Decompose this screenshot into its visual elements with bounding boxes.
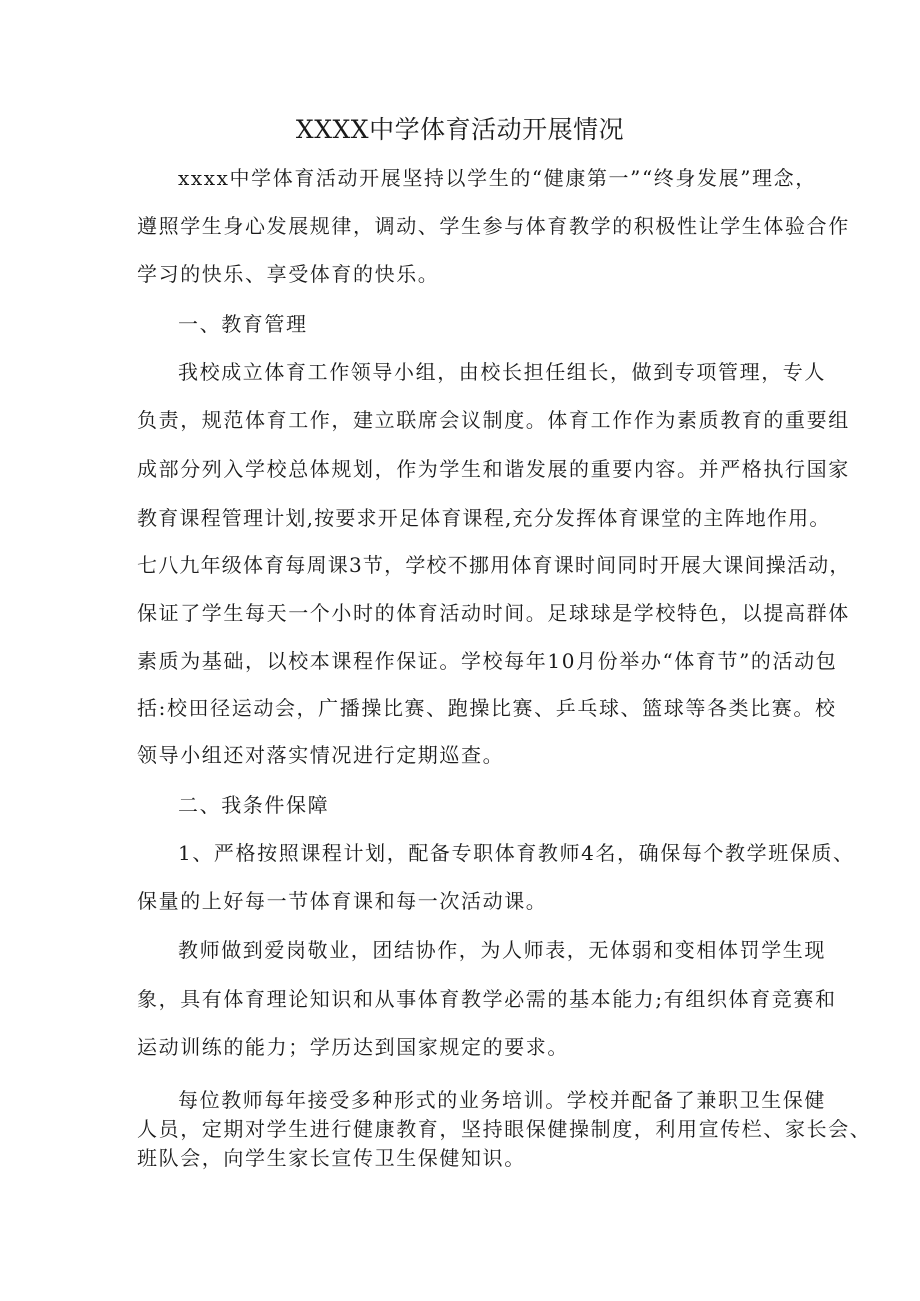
paragraph-line: 保证了学生每天一个小时的体育活动时间。足球球是学校特色，以提高群体	[137, 601, 850, 625]
paragraph-line: 教师做到爱岗敬业，团结协作，为人师表，无体弱和变相体罚学生现	[178, 938, 826, 962]
section-heading: 二、我条件保障	[178, 793, 330, 817]
paragraph-line: 象，具有体育理论知识和从事体育教学必需的基本能力;有组织体育竞赛和	[137, 987, 837, 1011]
document-title: XXXX中学体育活动开展情况	[295, 115, 625, 144]
paragraph-line: 领导小组还对落实情况进行定期巡查。	[137, 743, 505, 767]
section-heading: 一、教育管理	[178, 312, 308, 336]
paragraph-line: 保量的上好每一节体育课和每一次活动课。	[137, 889, 548, 913]
paragraph-line: 括:校田径运动会，广播操比赛、跑操比赛、乒乓球、篮球等各类比赛。校	[137, 696, 837, 720]
paragraph-line: 每位教师每年接受多种形式的业务培训。学校并配备了兼职卫生保健	[178, 1088, 826, 1112]
paragraph-line: 班队会，向学生家长宣传卫生保健知识。	[137, 1146, 526, 1170]
paragraph-line: 1、严格按照课程计划，配备专职体育教师4名，确保每个教学班保质、	[178, 841, 855, 865]
paragraph-line: 学习的快乐、享受体育的快乐。	[137, 262, 440, 286]
paragraph-line: 运动训练的能力；学历达到国家规定的要求。	[137, 1035, 569, 1059]
paragraph-line: 成部分列入学校总体规划，作为学生和谐发展的重要内容。并严格执行国家	[137, 457, 850, 481]
paragraph-line: 七八九年级体育每周课3节，学校不挪用体育课时间同时开展大课间操活动，	[137, 553, 851, 577]
paragraph-line: 我校成立体育工作领导小组，由校长担任组长，做到专项管理，专人	[178, 360, 826, 384]
paragraph-line: xxxx中学体育活动开展坚持以学生的“健康第一”“终身发展”理念，	[178, 166, 817, 190]
paragraph-line: 遵照学生身心发展规律，调动、学生参与体育教学的积极性让学生体验合作	[137, 214, 850, 238]
paragraph-line: 素质为基础，以校本课程作保证。学校每年10月份举办“体育节”的活动包	[137, 649, 838, 673]
paragraph-line: 负责，规范体育工作，建立联席会议制度。体育工作作为素质教育的重要组	[137, 408, 850, 432]
paragraph-line: 教育课程管理计划,按要求开足体育课程,充分发挥体育课堂的主阵地作用。	[137, 506, 831, 530]
paragraph-line: 人员，定期对学生进行健康教育，坚持眼保健操制度，利用宣传栏、家长会、	[137, 1117, 872, 1141]
